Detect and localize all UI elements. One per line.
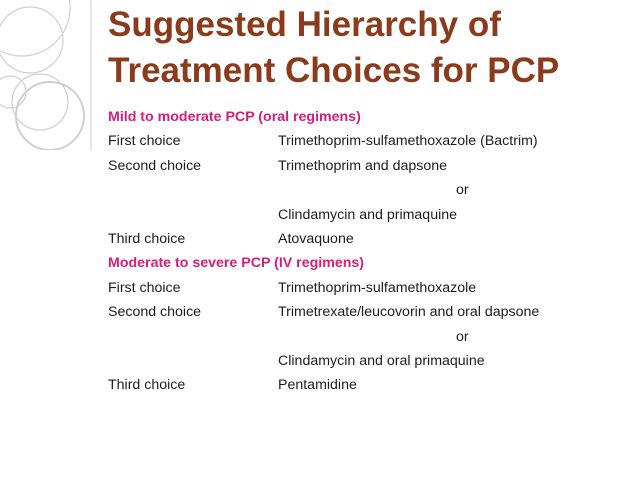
section-heading-oral: Mild to moderate PCP (oral regimens): [108, 109, 361, 125]
row-label: Second choice: [108, 304, 202, 321]
section-heading-iv: Moderate to severe PCP (IV regimens): [108, 255, 364, 272]
table-row: [108, 227, 633, 251]
slide-title: [108, 2, 628, 94]
or-separator: or: [456, 328, 469, 345]
table-row: [108, 154, 633, 178]
title-line-1: Suggested Hierarchy of: [108, 5, 501, 44]
row-value: Trimetrexate/leucovorin and oral dapsone: [278, 304, 540, 321]
row-label: Third choice: [108, 230, 186, 247]
table-row: [108, 203, 633, 227]
deco-circle: [0, 0, 70, 56]
row-label: Third choice: [108, 377, 186, 394]
deco-circle: [0, 76, 26, 108]
row-label: First choice: [108, 133, 181, 150]
row-label: First choice: [108, 279, 181, 296]
row-value: Trimethoprim-sulfamethoxazole: [278, 279, 477, 296]
treatment-table: [108, 105, 633, 398]
row-value: Clindamycin and primaquine: [278, 206, 458, 223]
table-row: [108, 300, 633, 324]
table-row: [108, 349, 633, 373]
deco-circle: [0, 7, 63, 73]
row-value: Trimethoprim-sulfamethoxazole (Bactrim): [278, 133, 538, 150]
table-row: [108, 129, 633, 153]
row-value: Atovaquone: [278, 230, 354, 247]
row-value: Trimethoprim and dapsone: [278, 157, 448, 174]
table-row: [108, 373, 633, 397]
title-line-2: Treatment Choices for PCP: [108, 51, 560, 90]
row-label: Second choice: [108, 157, 202, 174]
table-row: [108, 325, 633, 349]
row-value: Pentamidine: [278, 377, 357, 394]
table-row: [108, 276, 633, 300]
table-row: [108, 178, 633, 202]
row-value: Clindamycin and oral primaquine: [278, 352, 485, 369]
or-separator: or: [456, 182, 469, 199]
